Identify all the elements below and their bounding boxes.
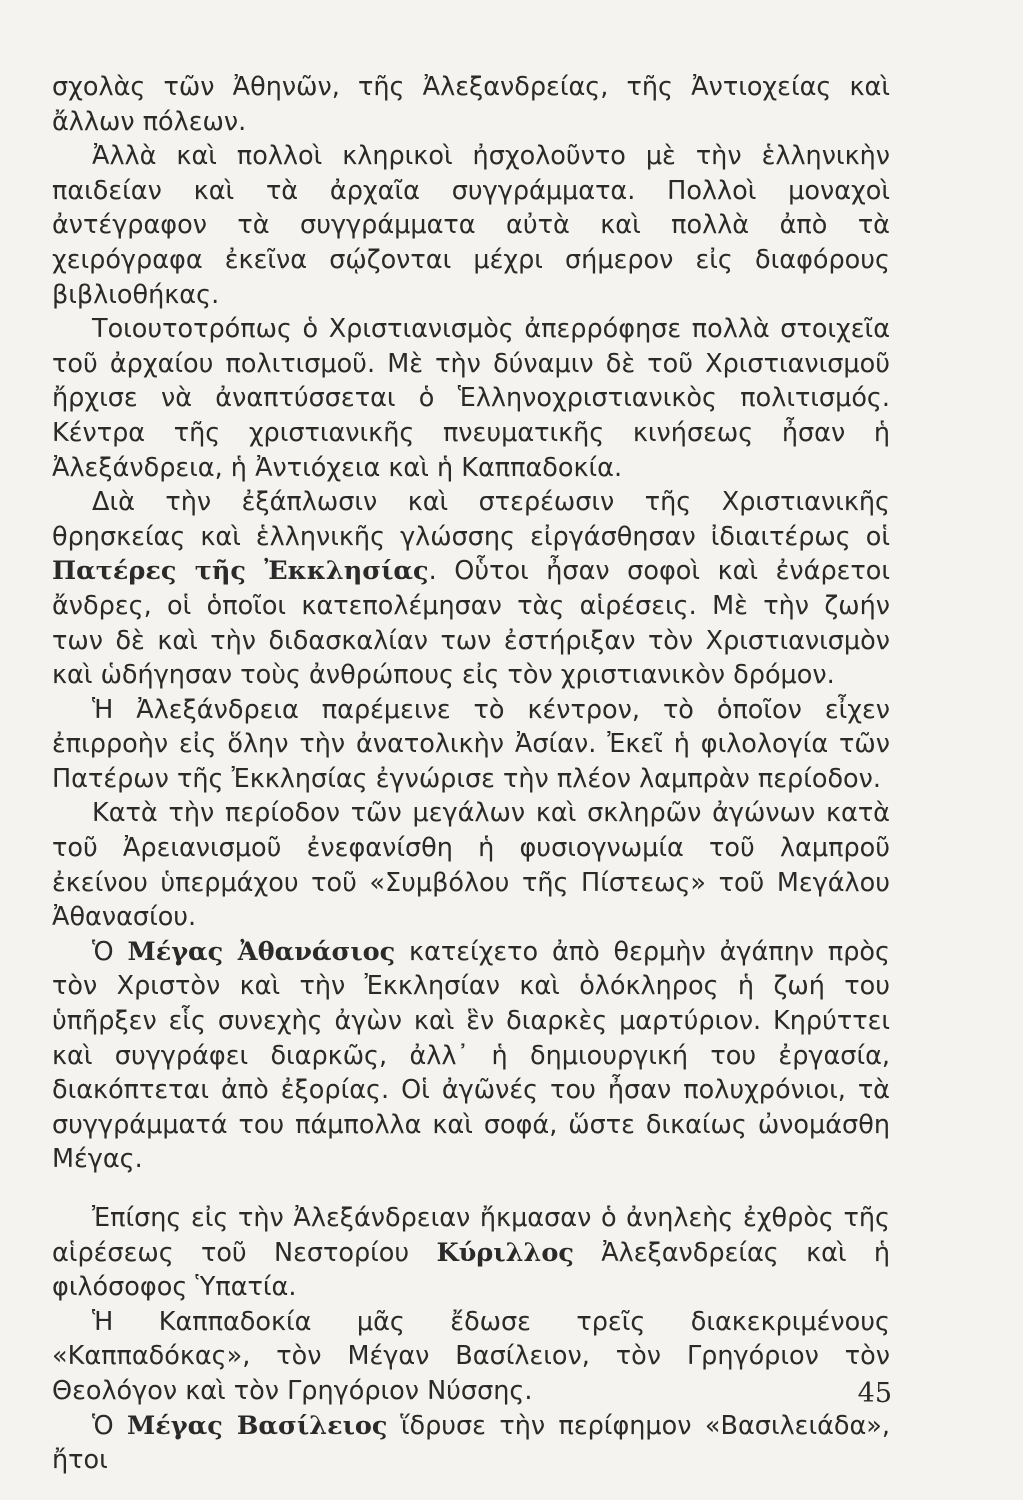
text-run: ἵδρυσε τὴν περίφημον «Βασιλειάδα», ἤτοι: [52, 1410, 890, 1476]
text-run: Ἡ Καππαδοκία μᾶς ἔδωσε τρεῖς διακεκριμένους «Καππαδόκας», τὸν Μέγαν Βασίλειον, τὸν Γρηγόριον τὸν Θεολόγον καὶ τὸν Γρηγόριον Νύσσης.: [52, 1306, 890, 1406]
text-run: Διὰ τὴν ἐξάπλωσιν καὶ στερέωσιν τῆς Χριστιανικῆς θρησκείας καὶ ἑλληνικῆς γλώσσης εἰργάσθησαν ἰδιαιτέρως οἱ: [52, 487, 890, 552]
body-text: [52, 70, 890, 1478]
text-run: . Οὗτοι ἦσαν σοφοὶ καὶ ἐνάρετοι ἄνδρες, οἱ ὁποῖοι κατεπολέμησαν τὰς αἱρέσεις. Μὲ τὴν ζωήν των δὲ καὶ τὴν διδασκαλίαν των ἐστήριξαν τὸν Χριστιανισμὸν καὶ ὡδήγησαν τοὺς ἀνθρώπους εἰς τὸν χριστιανικὸν δρόμον.: [52, 556, 890, 691]
paragraph: [52, 796, 890, 934]
text-run: σχολὰς τῶν Ἀθηνῶν, τῆς Ἀλεξανδρείας, τῆς Ἀντιοχείας καὶ ἄλλων πόλεων.: [52, 72, 890, 137]
page-number: 45: [857, 1378, 892, 1409]
bold-name: Μέγας Βασίλειος: [127, 1410, 388, 1441]
bold-name: Πατέρες τῆς Ἐκκλησίας: [52, 556, 429, 587]
paragraph: [52, 1201, 890, 1305]
paragraph: [52, 1305, 890, 1409]
paragraph: [52, 485, 890, 693]
paragraph: [52, 935, 890, 1177]
paragraph: [52, 1409, 890, 1478]
paragraph: [52, 693, 890, 797]
text-run: κατείχετο ἀπὸ θερμὴν ἀγάπην πρὸς τὸν Χριστὸν καὶ τὴν Ἐκκλησίαν καὶ ὁλόκληρος ἡ ζωή του ὑπῆρξεν εἷς συνεχὴς ἀγὼν καὶ ἓν διαρκὲς μαρτύριον. Κηρύττει καὶ συγγράφει διαρκῶς, ἀλλ᾿ ἡ δημιουργική του ἐργασία, διακόπτεται ἀπὸ ἐξορίας. Οἱ ἀγῶνές του ἦσαν πολυχρόνιοι, τὰ συγγράμματά του πάμπολλα καὶ σοφά, ὥστε δικαίως ὠνομάσθη Μέγας.: [52, 936, 890, 1175]
text-run: Ἀλεξανδρείας καὶ ἡ φιλόσοφος Ὑπατία.: [52, 1237, 890, 1303]
bold-name: Κύριλλος: [436, 1237, 574, 1268]
paragraph: [52, 70, 890, 139]
text-run: Τοιουτοτρόπως ὁ Χριστιανισμὸς ἀπερρόφησε πολλὰ στοιχεῖα τοῦ ἀρχαίου πολιτισμοῦ. Μὲ τὴν δύναμιν δὲ τοῦ Χριστιανισμοῦ ἤρχισε νὰ ἀναπτύσσεται ὁ Ἑλληνοχριστιανικὸς πολιτισμός. Κέντρα τῆς χριστιανικῆς πνευματικῆς κινήσεως ἦσαν ἡ Ἀλεξάνδρεια, ἡ Ἀντιόχεια καὶ ἡ Καππαδοκία.: [52, 314, 890, 483]
text-run: Ὁ: [92, 936, 128, 967]
text-run: Ἐπίσης εἰς τὴν Ἀλεξάνδρειαν ἤκμασαν ὁ ἀνηλεὴς ἐχθρὸς τῆς αἱρέσεως τοῦ Νεστορίου: [52, 1203, 890, 1268]
text-run: Ὁ: [92, 1410, 128, 1441]
text-run: Ἀλλὰ καὶ πολλοὶ κληρικοὶ ἠσχολοῦντο μὲ τὴν ἑλληνικὴν παιδείαν καὶ τὰ ἀρχαῖα συγγράμματα. Πολλοὶ μοναχοὶ ἀντέγραφον τὰ συγγράμματα αὐτὰ καὶ πολλὰ ἀπὸ τὰ χειρόγραφα ἐκεῖνα σῴζονται μέχρι σήμερον εἰς διαφόρους βιβλιοθήκας.: [52, 141, 890, 310]
text-run: Ἡ Ἀλεξάνδρεια παρέμεινε τὸ κέντρον, τὸ ὁποῖον εἶχεν ἐπιρροὴν εἰς ὅλην τὴν ἀνατολικὴν Ἀσίαν. Ἐκεῖ ἡ φιλολογία τῶν Πατέρων τῆς Ἐκκλησίας ἐγνώρισε τὴν πλέον λαμπρὰν περίοδον.: [52, 694, 890, 794]
text-run: Κατὰ τὴν περίοδον τῶν μεγάλων καὶ σκληρῶν ἀγώνων κατὰ τοῦ Ἀρειανισμοῦ ἐνεφανίσθη ἡ φυσιογνωμία τοῦ λαμπροῦ ἐκείνου ὑπερμάχου τοῦ «Συμβόλου τῆς Πίστεως» τοῦ Μεγάλου Ἀθανασίου.: [52, 798, 890, 933]
bold-name: Μέγας Ἀθανάσιος: [127, 936, 396, 967]
paragraph: [52, 312, 890, 485]
paragraph: [52, 139, 890, 312]
